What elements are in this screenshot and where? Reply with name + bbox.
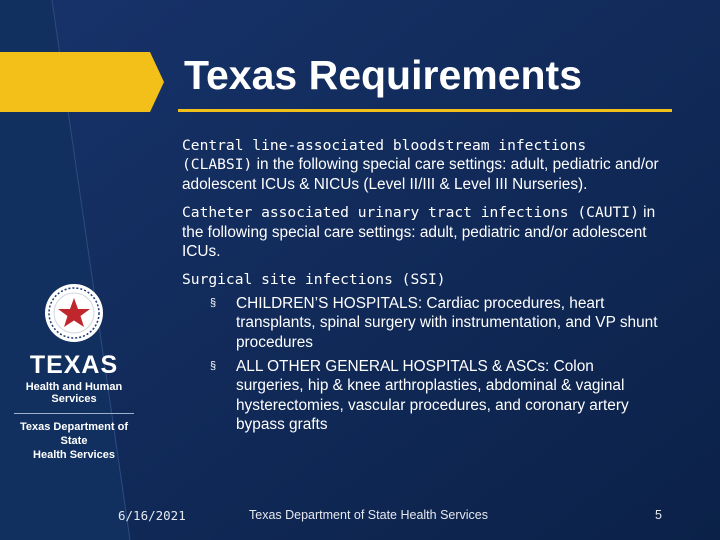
- slide-content: [182, 136, 662, 440]
- page-number: 5: [655, 508, 662, 522]
- ssi-paragraph: [182, 270, 662, 289]
- bullet-text: CHILDREN’S HOSPITALS: Cardiac procedures, heart transplants, spinal surgery with instrumentation, and VP shunt procedures: [236, 294, 658, 351]
- ssi-heading: Surgical site infections (SSI): [182, 271, 446, 289]
- bullet-icon: §: [210, 360, 217, 373]
- logo-dept-line2: Health Services: [33, 449, 115, 461]
- footer-organization: Texas Department of State Health Services: [249, 508, 489, 522]
- logo-dept-line1: Texas Department of State: [20, 421, 128, 447]
- clabsi-heading: Central line-associated bloodstream infections (CLABSI): [182, 137, 587, 174]
- bullet-icon: §: [210, 296, 217, 309]
- texas-seal-star-icon: [43, 282, 105, 344]
- logo-texas: TEXAS: [29, 351, 119, 379]
- cauti-heading: Catheter associated urinary tract infections (CAUTI): [182, 204, 639, 222]
- title-underline: [178, 109, 672, 112]
- logo-subtitle: Health and Human Services: [25, 381, 123, 405]
- list-item: [182, 357, 662, 435]
- cauti-text: in the following special care settings: adult, pediatric and/or adolescent ICUs.: [182, 204, 656, 261]
- bullet-text: ALL OTHER GENERAL HOSPITALS & ASCs: Colon surgeries, hip & knee arthroplasties, abdominal & vaginal hysterectomies, vascular procedures, and coronary artery bypass grafts: [236, 358, 629, 434]
- slide-title: Texas Requirements: [184, 52, 583, 98]
- cauti-paragraph: [182, 203, 662, 261]
- texas-hhs-logo: [14, 282, 134, 462]
- logo-divider: [14, 413, 134, 414]
- clabsi-text: in the following special care settings: adult, pediatric and/or adolescent ICUs & NICUs (Level II/III & Level III Nurseries).: [182, 156, 659, 193]
- ssi-bullet-list: [182, 294, 662, 435]
- list-item: [182, 294, 662, 352]
- clabsi-paragraph: [182, 136, 662, 194]
- footer-date: 6/16/2021: [118, 508, 186, 523]
